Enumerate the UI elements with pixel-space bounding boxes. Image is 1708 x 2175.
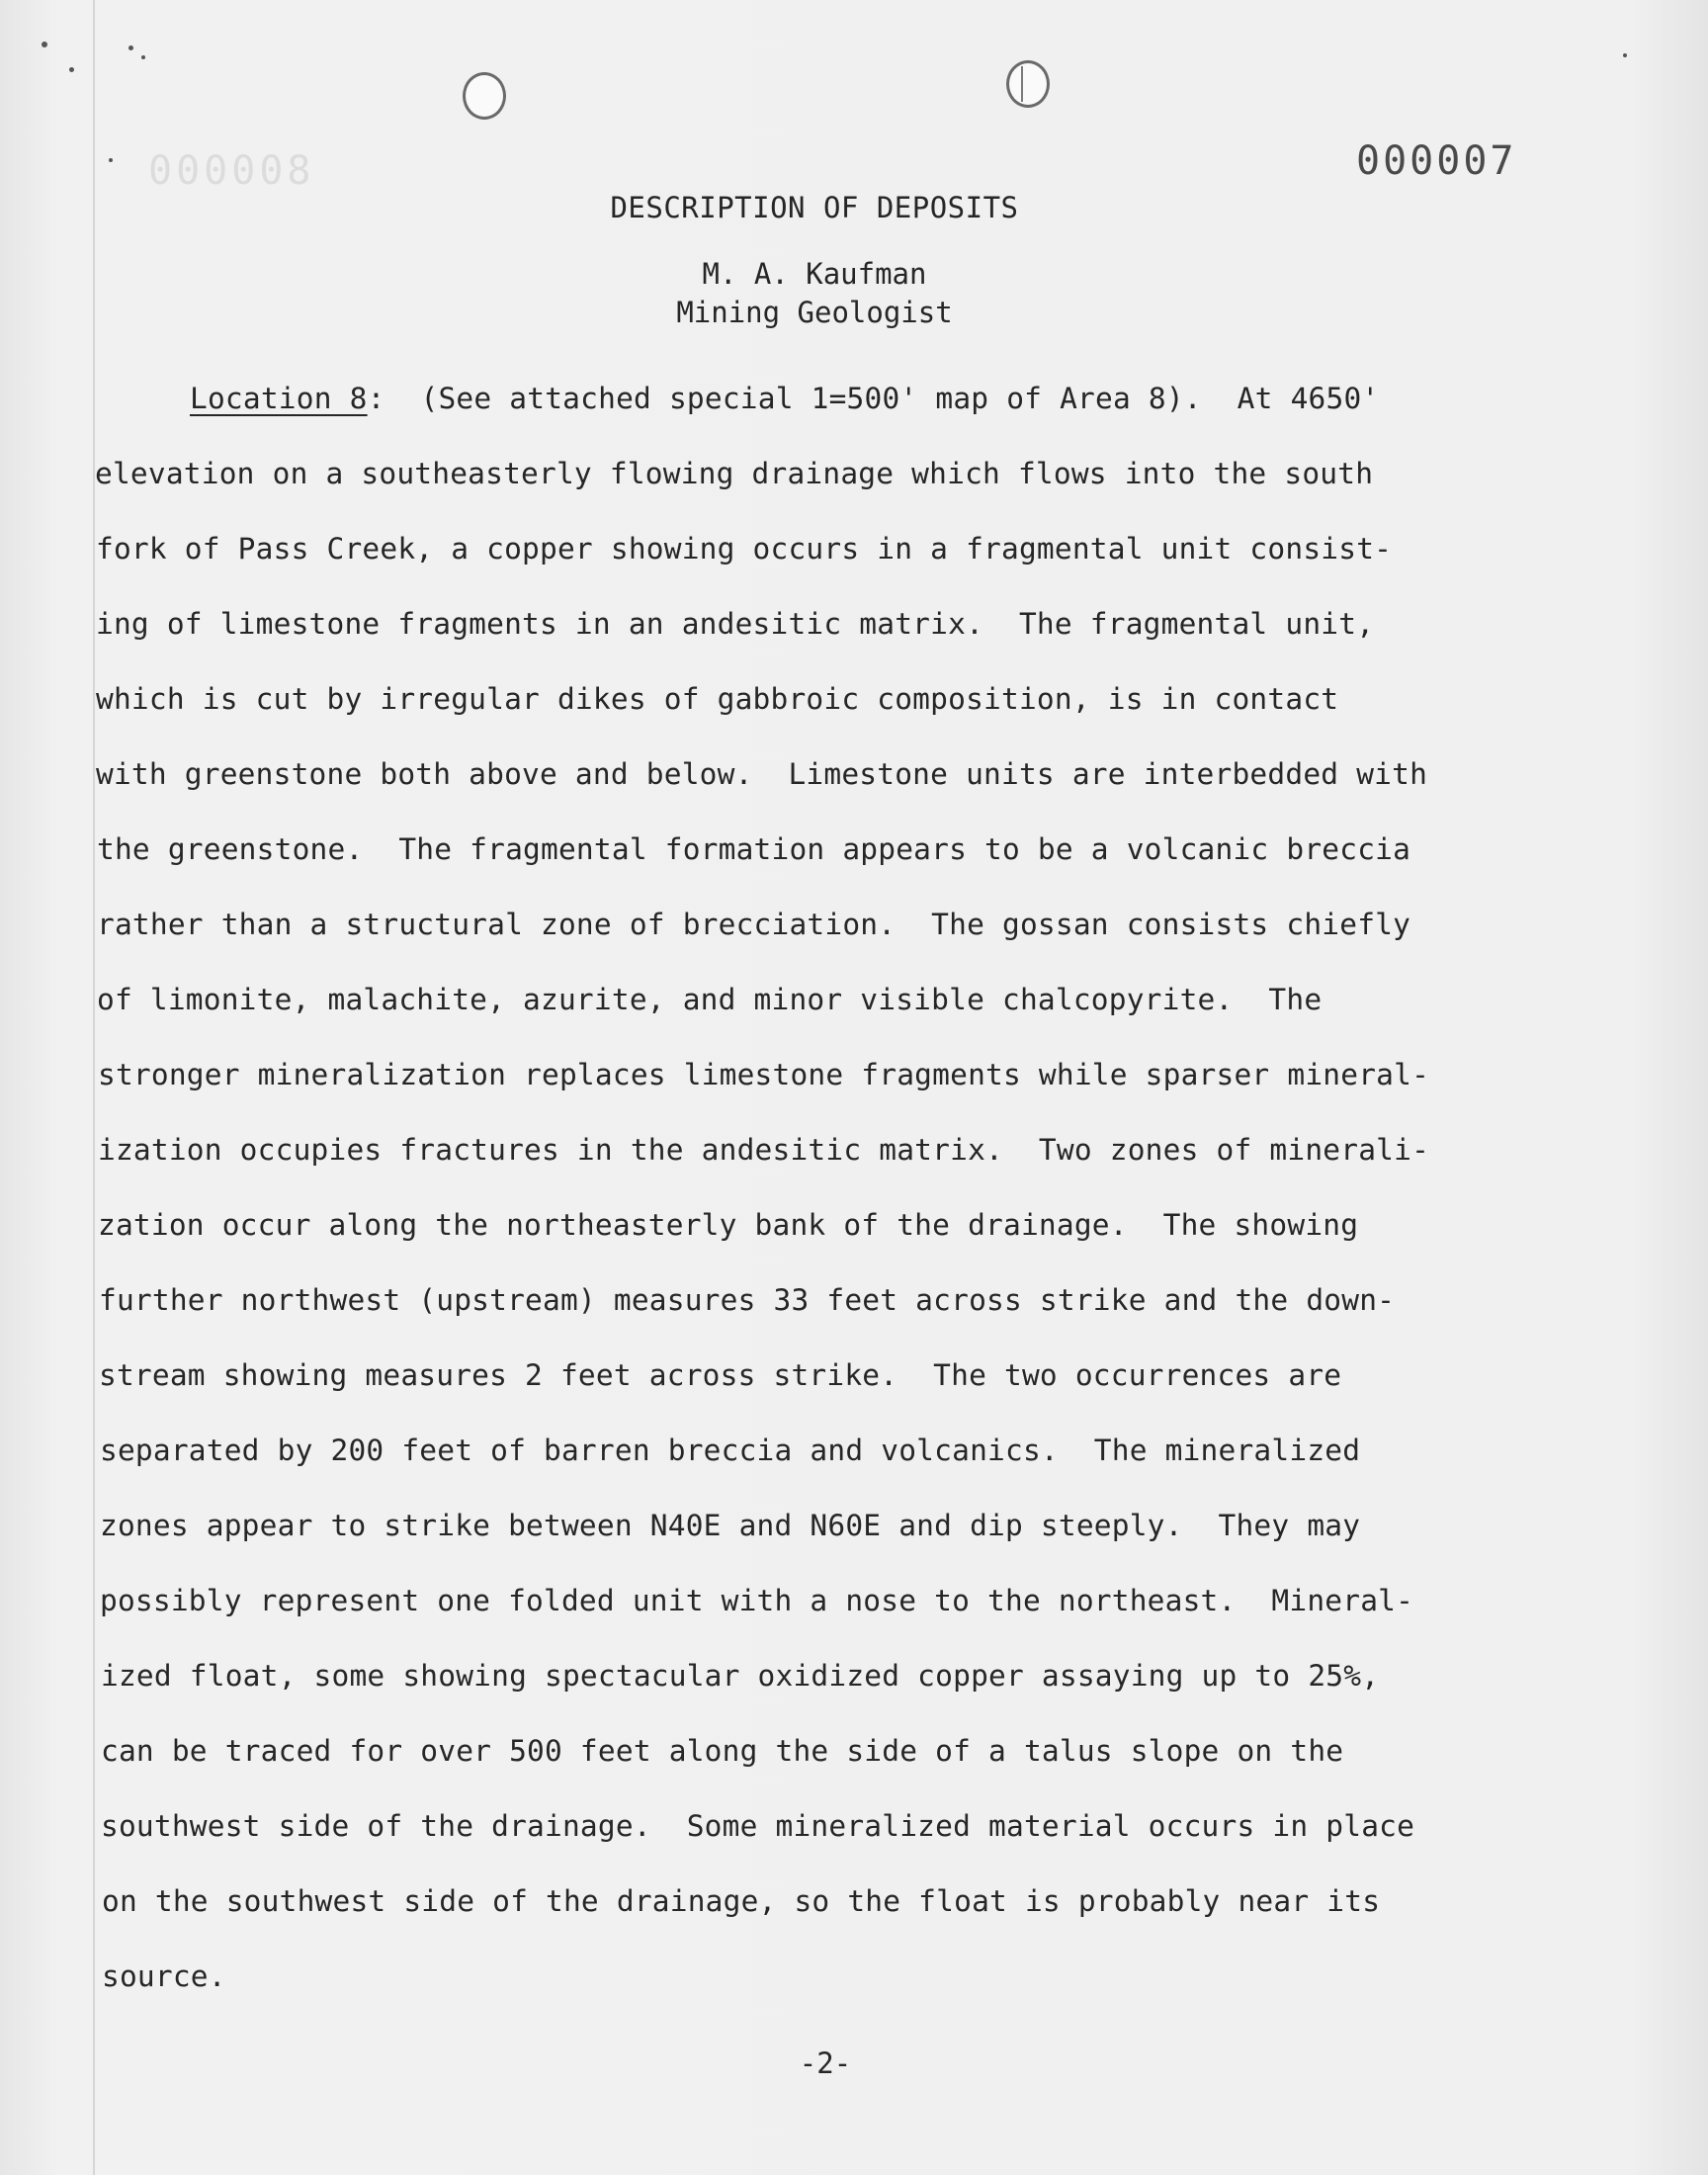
speck-mark-icon [42,42,47,47]
punch-hole-right-icon [1006,60,1050,108]
body-line: of limonite, malachite, azurite, and minor visible chalcopyrite. The [97,983,1323,1016]
location-colon: : [367,382,385,415]
body-line: further northwest (upstream) measures 33 feet across strike and the down- [99,1283,1396,1317]
author-title: Mining Geologist [676,296,953,329]
first-line-text: (See attached special 1=500' map of Area 8). At 4650' [384,382,1380,415]
body-line: on the southwest side of the drainage, so the float is probably near its [102,1884,1381,1918]
bleed-through-number: 000008 [148,148,315,194]
body-line: source. [102,1959,226,1993]
body-line: with greenstone both above and below. Limestone units are interbedded with [96,757,1428,791]
speck-mark-icon [69,67,74,72]
punch-hole-left-icon [463,72,506,120]
body-line: can be traced for over 500 feet along the side of a talus slope on the [101,1734,1344,1768]
speck-mark-icon [1623,53,1627,57]
body-line: rather than a structural zone of brecciation. The gossan consists chiefly [97,908,1411,941]
body-line: ing of limestone fragments in an andesitic matrix. The fragmental unit, [96,607,1375,641]
body-line: ization occupies fractures in the andesitic matrix. Two zones of minerali- [98,1133,1430,1167]
body-line: the greenstone. The fragmental formation appears to be a volcanic breccia [97,832,1411,866]
speck-mark-icon [128,45,133,50]
body-first-line [190,382,1379,415]
body-line: which is cut by irregular dikes of gabbroic composition, is in contact [96,682,1339,716]
body-line: zones appear to strike between N40E and N60E and dip steeply. They may [100,1509,1361,1542]
body-line: ized float, some showing spectacular oxidized copper assaying up to 25%, [101,1659,1380,1693]
body-line: fork of Pass Creek, a copper showing occurs in a fragmental unit consist- [96,532,1393,566]
document-number: 000007 [1356,138,1517,184]
speck-mark-icon [141,55,145,59]
document-title: DESCRIPTION OF DEPOSITS [610,191,1019,224]
author-name: M. A. Kaufman [702,257,927,291]
location-label: Location 8 [190,382,368,415]
body-line: stream showing measures 2 feet across strike. The two occurrences are [99,1358,1342,1392]
body-line: elevation on a southeasterly flowing drainage which flows into the south [95,457,1374,490]
body-line: stronger mineralization replaces limestone fragments while sparser mineral- [98,1058,1430,1091]
body-line: zation occur along the northeasterly bank of the drainage. The showing [98,1208,1359,1242]
page-number: -2- [799,2046,852,2080]
body-line: possibly represent one folded unit with a nose to the northeast. Mineral- [100,1584,1414,1617]
body-line: separated by 200 feet of barren breccia and volcanics. The mineralized [100,1434,1361,1467]
speck-mark-icon [109,158,113,162]
body-line: southwest side of the drainage. Some mineralized material occurs in place [101,1809,1415,1843]
